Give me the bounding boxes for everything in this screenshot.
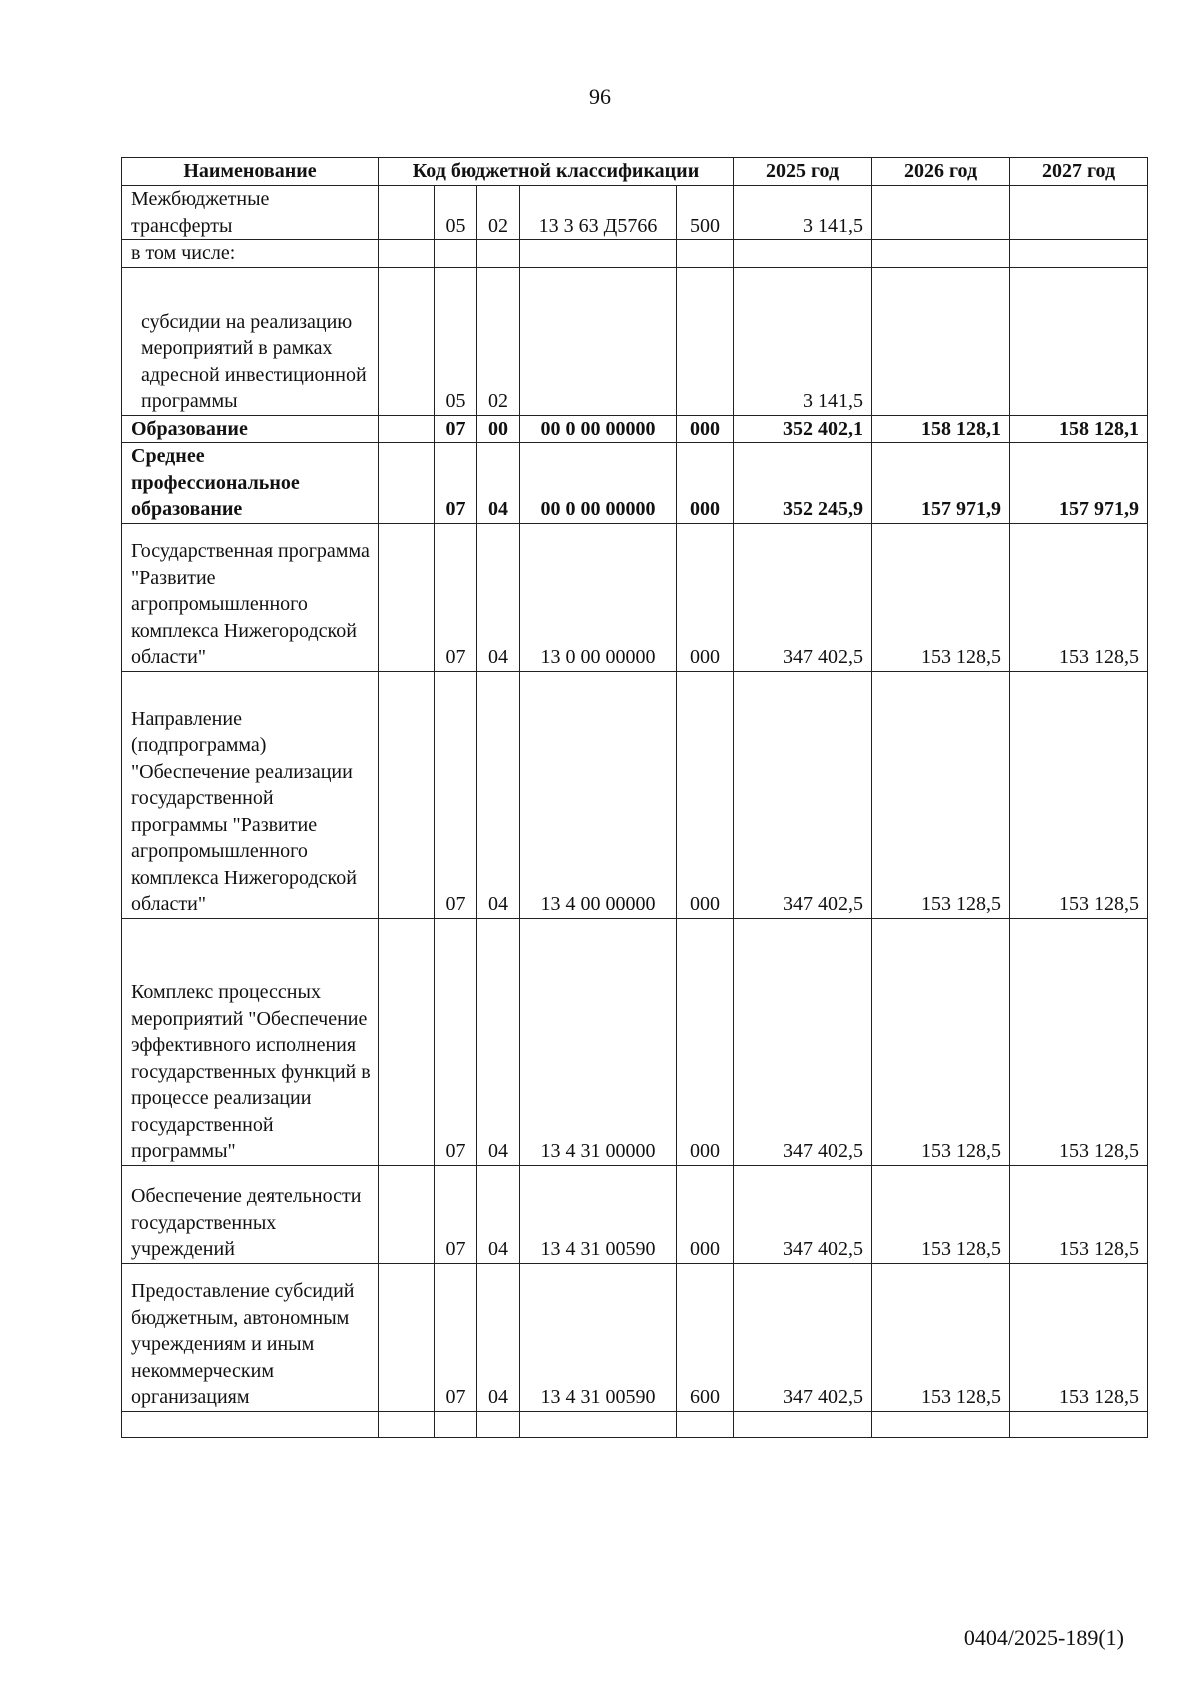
expense-type-code: 000 [677,523,734,671]
amount-2025: 347 402,5 [734,1263,872,1411]
section-code: 07 [435,918,477,1165]
expense-type-code: 000 [677,443,734,524]
header-2026: 2026 год [872,158,1010,186]
amount-2026: 153 128,5 [872,1165,1010,1263]
subsection-code: 04 [477,671,520,918]
expense-type-code: 000 [677,918,734,1165]
target-code: 13 4 00 00000 [520,671,677,918]
amount-2026 [872,1411,1010,1437]
row-name: Образование [122,415,379,443]
row-name [122,267,379,415]
section-code: 05 [435,186,477,240]
target-code: 13 0 00 00000 [520,523,677,671]
row-name: Предоставление субсидий бюджетным, автономным учреждениям и иным некоммерческим организациям [122,1263,379,1411]
subsection-code: 04 [477,523,520,671]
amount-2027: 153 128,5 [1010,1165,1148,1263]
target-code [520,1411,677,1437]
amount-2025: 347 402,5 [734,918,872,1165]
table-row [122,918,1148,1165]
target-code: 13 4 31 00000 [520,918,677,1165]
target-code: 13 3 63 Д5766 [520,186,677,240]
target-code [520,240,677,268]
table-body [122,186,1148,1438]
expense-type-code: 000 [677,671,734,918]
table-row [122,186,1148,240]
amount-2027: 153 128,5 [1010,671,1148,918]
subsection-code: 02 [477,267,520,415]
amount-2027 [1010,1411,1148,1437]
amount-2026: 153 128,5 [872,671,1010,918]
amount-2027: 157 971,9 [1010,443,1148,524]
row-name: Комплекс процессных мероприятий "Обеспечение эффективного исполнения государственных функций в процессе реализации государственной программы" [122,918,379,1165]
amount-2025 [734,1411,872,1437]
section-code [435,240,477,268]
section-code: 07 [435,1263,477,1411]
ministry-code [379,1411,435,1437]
header-2025: 2025 год [734,158,872,186]
section-code: 05 [435,267,477,415]
amount-2026 [872,186,1010,240]
section-code: 07 [435,415,477,443]
amount-2026: 158 128,1 [872,415,1010,443]
header-code: Код бюджетной классификации [379,158,734,186]
subsection-code: 04 [477,1263,520,1411]
section-code: 07 [435,523,477,671]
amount-2027: 153 128,5 [1010,1263,1148,1411]
subsection-code: 04 [477,918,520,1165]
row-name [122,1411,379,1437]
row-name: Межбюджетные трансферты [122,186,379,240]
table-row [122,1165,1148,1263]
expense-type-code: 000 [677,415,734,443]
page-number: 96 [589,84,611,109]
expense-type-code: 500 [677,186,734,240]
ministry-code [379,415,435,443]
expense-type-code [677,267,734,415]
table-row [122,1411,1148,1437]
section-code [435,1411,477,1437]
target-code: 13 4 31 00590 [520,1263,677,1411]
target-code: 00 0 00 00000 [520,415,677,443]
ministry-code [379,443,435,524]
amount-2026: 153 128,5 [872,1263,1010,1411]
amount-2025: 347 402,5 [734,671,872,918]
header-name: Наименование [122,158,379,186]
amount-2027: 153 128,5 [1010,918,1148,1165]
amount-2025: 347 402,5 [734,523,872,671]
amount-2026: 153 128,5 [872,523,1010,671]
subsection-code: 02 [477,186,520,240]
section-code: 07 [435,671,477,918]
ministry-code [379,267,435,415]
table-row [122,671,1148,918]
section-code: 07 [435,443,477,524]
ministry-code [379,186,435,240]
expense-type-code: 600 [677,1263,734,1411]
row-name: Среднее профессиональное образование [122,443,379,524]
amount-2025: 3 141,5 [734,267,872,415]
expense-type-code: 000 [677,1165,734,1263]
table-row [122,523,1148,671]
table-row [122,240,1148,268]
budget-table [121,157,1148,1438]
section-code: 07 [435,1165,477,1263]
ministry-code [379,240,435,268]
amount-2027: 153 128,5 [1010,523,1148,671]
header-2027: 2027 год [1010,158,1148,186]
ministry-code [379,671,435,918]
row-name: в том числе: [122,240,379,268]
row-name: Государственная программа "Развитие агропромышленного комплекса Нижегородской области" [122,523,379,671]
expense-type-code [677,1411,734,1437]
ministry-code [379,523,435,671]
amount-2027: 158 128,1 [1010,415,1148,443]
amount-2027 [1010,186,1148,240]
amount-2026: 153 128,5 [872,918,1010,1165]
table-row [122,1263,1148,1411]
amount-2025: 3 141,5 [734,186,872,240]
amount-2025: 347 402,5 [734,1165,872,1263]
subsection-code [477,1411,520,1437]
target-code: 00 0 00 00000 [520,443,677,524]
amount-2027 [1010,267,1148,415]
document-code: 0404/2025-189(1) [963,1625,1124,1650]
target-code: 13 4 31 00590 [520,1165,677,1263]
amount-2025 [734,240,872,268]
expense-type-code [677,240,734,268]
amount-2026 [872,267,1010,415]
target-code [520,267,677,415]
subsection-code: 04 [477,1165,520,1263]
amount-2025: 352 245,9 [734,443,872,524]
subsection-code [477,240,520,268]
amount-2026 [872,240,1010,268]
amount-2027 [1010,240,1148,268]
table-row [122,267,1148,415]
subsection-code: 04 [477,443,520,524]
row-name-text: субсидии на реализацию мероприятий в рамках адресной инвестиционной программы [141,310,367,412]
table-row [122,415,1148,443]
amount-2026: 157 971,9 [872,443,1010,524]
table-row [122,443,1148,524]
ministry-code [379,918,435,1165]
table-header-row [122,158,1148,186]
ministry-code [379,1165,435,1263]
subsection-code: 00 [477,415,520,443]
amount-2025: 352 402,1 [734,415,872,443]
ministry-code [379,1263,435,1411]
row-name: Обеспечение деятельности государственных учреждений [122,1165,379,1263]
row-name: Направление (подпрограмма) "Обеспечение реализации государственной программы "Развитие агропромышленного комплекса Нижегородской области" [122,671,379,918]
